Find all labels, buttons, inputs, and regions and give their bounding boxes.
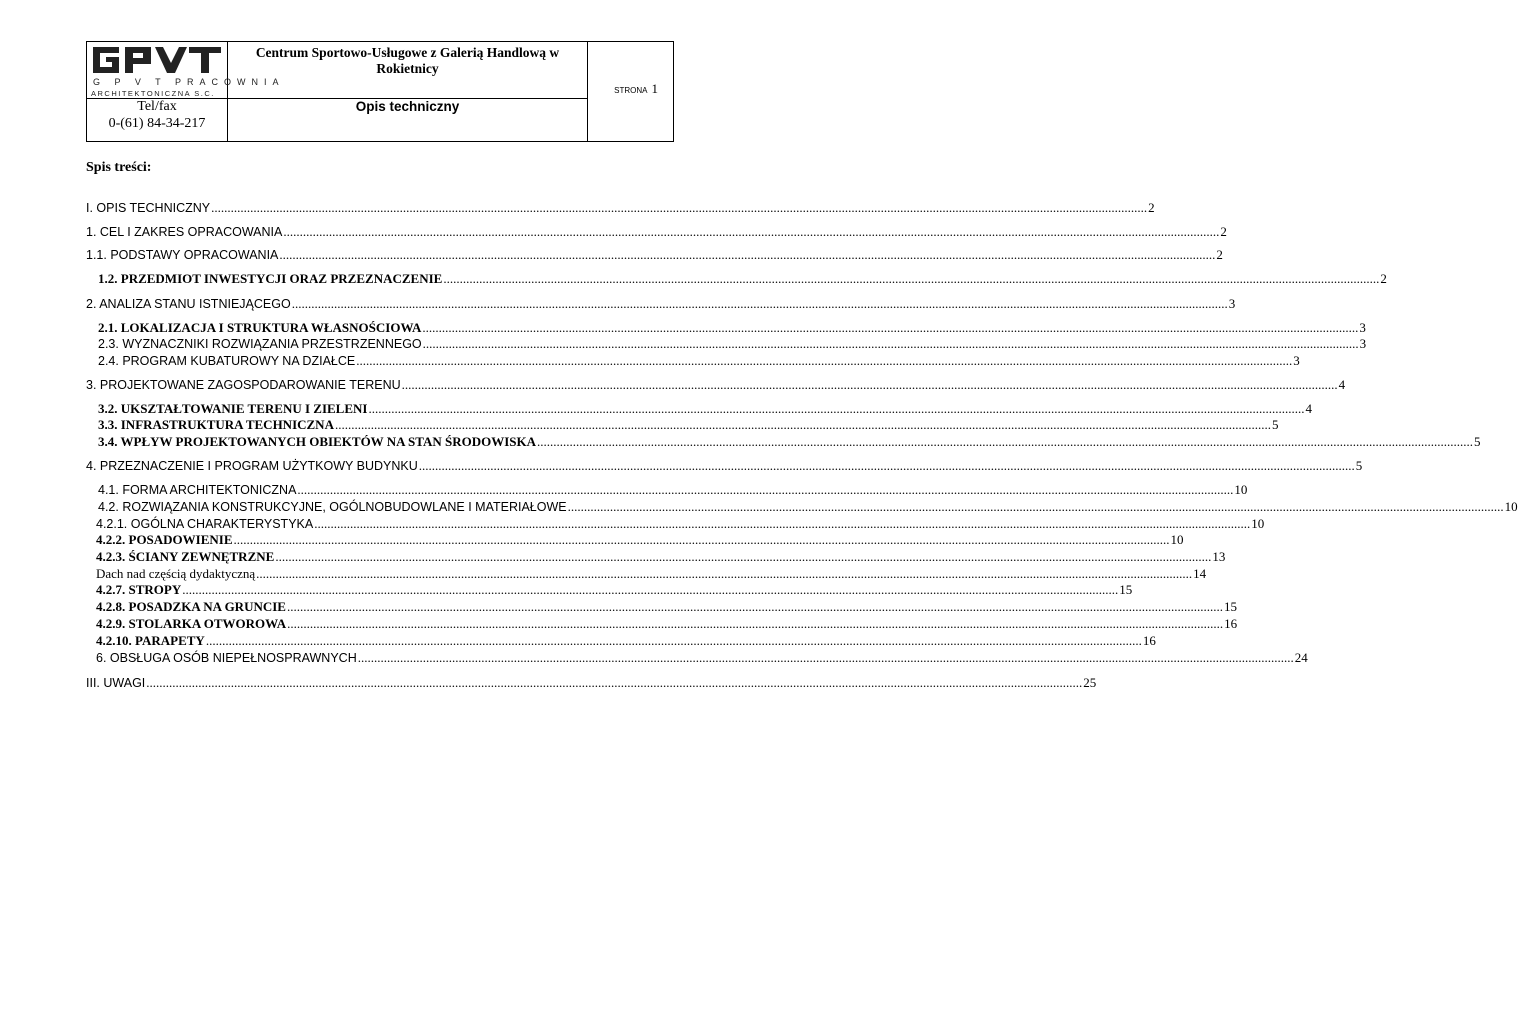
- toc-entry[interactable]: [96, 532, 1184, 548]
- logo-text-line1: G P V T PRACOWNIA: [93, 77, 285, 87]
- page-label: STRONA: [614, 86, 648, 95]
- toc-entry-title: Dach nad częścią dydaktyczną: [96, 566, 256, 581]
- toc-dot-leader: [206, 633, 1142, 649]
- toc-entry[interactable]: [96, 582, 1133, 598]
- company-logo: [87, 42, 285, 98]
- toc-dot-leader: [234, 532, 1170, 548]
- toc-dot-leader: [368, 401, 1304, 417]
- toc-entry-page: 3: [1293, 353, 1300, 368]
- toc-entry[interactable]: [86, 377, 1346, 393]
- toc-dot-leader: [314, 516, 1250, 532]
- toc-entry-page: 3: [1359, 320, 1366, 335]
- toc-entry-title: III. UWAGI: [86, 676, 146, 690]
- toc-entry[interactable]: [86, 458, 1363, 474]
- toc-entry-title: 4.2.9. STOLARKA OTWOROWA: [96, 616, 287, 631]
- toc-entry-page: 13: [1212, 549, 1226, 564]
- toc-entry[interactable]: [86, 247, 1223, 263]
- toc-entry-page: 3: [1359, 336, 1367, 351]
- document-title: Centrum Sportowo-Usługowe z Galerią Handlową w Rokietnicy: [255, 45, 560, 76]
- toc-entry-title: 3.3. INFRASTRUKTURA TECHNICZNA: [98, 417, 334, 432]
- toc-entry[interactable]: [98, 482, 1248, 498]
- toc-dot-leader: [568, 499, 1504, 515]
- toc-entry[interactable]: [96, 566, 1207, 582]
- toc-entry-page: 15: [1119, 582, 1133, 597]
- toc-dot-leader: [537, 434, 1473, 450]
- toc-entry-page: 15: [1223, 599, 1237, 614]
- toc-entry-page: 10: [1170, 532, 1184, 547]
- toc-entry-page: 3: [1228, 296, 1236, 311]
- document-subtitle: Opis techniczny: [355, 99, 460, 114]
- toc-dot-leader: [256, 566, 1192, 582]
- toc-entry-page: 16: [1142, 633, 1156, 648]
- toc-entry-page: 14: [1193, 566, 1207, 581]
- toc-dot-leader: [275, 549, 1211, 565]
- toc-dot-leader: [297, 482, 1233, 498]
- toc-entry-page: 10: [1234, 482, 1248, 497]
- toc-entry[interactable]: [96, 599, 1237, 615]
- toc-entry-page: 10: [1504, 499, 1518, 514]
- toc-entry[interactable]: [86, 200, 1155, 216]
- toc-entry-page: 2: [1220, 224, 1227, 239]
- toc-entry-title: 2. ANALIZA STANU ISTNIEJĄCEGO: [86, 297, 291, 311]
- toc-entry[interactable]: [98, 271, 1387, 287]
- toc-entry[interactable]: [98, 353, 1300, 369]
- contact-info: [87, 98, 227, 142]
- toc-entry[interactable]: [86, 296, 1236, 312]
- tel-label: Tel/fax: [137, 99, 177, 114]
- toc-entry-title: 4.2.10. PARAPETY: [96, 633, 205, 648]
- toc-entry[interactable]: [98, 320, 1366, 336]
- toc-dot-leader: [358, 650, 1294, 666]
- toc-entry-title: 2.3. WYZNACZNIKI ROZWIĄZANIA PRZESTRZENNEGO: [98, 337, 422, 351]
- toc-entry-title: I. OPIS TECHNICZNY: [86, 201, 211, 215]
- toc-entry-page: 4: [1338, 377, 1346, 392]
- toc-dot-leader: [146, 675, 1082, 691]
- toc-entry-title: 6. OBSŁUGA OSÓB NIEPEŁNOSPRAWNYCH: [96, 651, 357, 665]
- toc-entry-title: 4.2.2. POSADOWIENIE: [96, 532, 233, 547]
- toc-entry-title: 4.2.1. OGÓLNA CHARAKTERYSTYKA: [96, 517, 314, 531]
- toc-dot-leader: [287, 599, 1223, 615]
- logo-text-line2: ARCHITEKTONICZNA S.C.: [91, 89, 215, 98]
- toc-entry[interactable]: [86, 675, 1097, 691]
- toc-dot-leader: [279, 247, 1215, 263]
- toc-entry-page: 25: [1083, 675, 1097, 690]
- toc-entry-title: 3.2. UKSZTAŁTOWANIE TERENU I ZIELENI: [98, 401, 368, 416]
- toc-entry-title: 3.4. WPŁYW PROJEKTOWANYCH OBIEKTÓW NA STAN ŚRODOWISKA: [98, 434, 536, 449]
- toc-entry-page: 16: [1224, 616, 1238, 631]
- page-indicator: [588, 80, 674, 96]
- toc-entry[interactable]: [96, 650, 1308, 666]
- toc-entry-page: 2: [1380, 271, 1387, 286]
- toc-entry[interactable]: [98, 336, 1367, 352]
- toc-entry[interactable]: [98, 434, 1481, 450]
- toc-entry[interactable]: [98, 499, 1518, 515]
- toc-dot-leader: [211, 200, 1147, 216]
- toc-dot-leader: [182, 582, 1118, 598]
- toc-dot-leader: [419, 458, 1355, 474]
- toc-entry-title: 3. PROJEKTOWANE ZAGOSPODAROWANIE TERENU: [86, 378, 401, 392]
- toc-entry[interactable]: [96, 633, 1156, 649]
- toc-dot-leader: [422, 320, 1358, 336]
- toc-dot-leader: [356, 353, 1292, 369]
- toc-entry-title: 4. PRZEZNACZENIE I PROGRAM UŻYTKOWY BUDYNKU: [86, 459, 418, 473]
- toc-entry-page: 5: [1271, 417, 1279, 432]
- toc-dot-leader: [335, 417, 1271, 433]
- toc-entry-page: 2: [1216, 247, 1223, 262]
- toc-entry-title: 1. CEL I ZAKRES OPRACOWANIA: [86, 225, 283, 239]
- toc-entry-title: 2.1. LOKALIZACJA I STRUKTURA WŁASNOŚCIOWA: [98, 320, 422, 335]
- toc-entry[interactable]: [86, 224, 1227, 240]
- toc-entry-page: 10: [1251, 516, 1265, 531]
- toc-entry[interactable]: [96, 549, 1226, 565]
- toc-entry[interactable]: [98, 417, 1279, 433]
- toc-dot-leader: [443, 271, 1379, 287]
- toc-entry-page: 24: [1294, 650, 1308, 665]
- toc-dot-leader: [287, 616, 1223, 632]
- toc-dot-leader: [402, 377, 1338, 393]
- tel-number: 0-(61) 84-34-217: [108, 116, 206, 131]
- toc-entry-page: 2: [1148, 200, 1155, 215]
- toc-dot-leader: [423, 336, 1359, 352]
- toc-entry-page: 5: [1355, 458, 1363, 473]
- toc-entry-title: 1.2. PRZEDMIOT INWESTYCJI ORAZ PRZEZNACZENIE: [98, 271, 443, 286]
- toc-entry[interactable]: [96, 516, 1265, 532]
- toc-entry-page: 4: [1305, 401, 1312, 416]
- toc-dot-leader: [283, 224, 1219, 240]
- toc-entry-title: 1.1. PODSTAWY OPRACOWANIA: [86, 248, 279, 262]
- toc-entry-title: 4.2.8. POSADZKA NA GRUNCIE: [96, 599, 286, 614]
- page-number: 1: [651, 81, 658, 96]
- toc-dot-leader: [292, 296, 1228, 312]
- toc-entry[interactable]: [96, 616, 1238, 632]
- toc-entry[interactable]: [98, 401, 1312, 417]
- toc-entry-title: 2.4. PROGRAM KUBATUROWY NA DZIAŁCE: [98, 354, 356, 368]
- toc-entry-title: 4.2. ROZWIĄZANIA KONSTRUKCYJNE, OGÓLNOBUDOWLANE I MATERIAŁOWE: [98, 500, 567, 514]
- toc-entry-title: 4.2.7. STROPY: [96, 582, 182, 597]
- toc-entry-page: 5: [1474, 434, 1481, 449]
- toc-heading: Spis treści:: [86, 160, 152, 175]
- toc-entry-title: 4.1. FORMA ARCHITEKTONICZNA: [98, 483, 297, 497]
- document-header: [86, 41, 674, 142]
- toc-entry-title: 4.2.3. ŚCIANY ZEWNĘTRZNE: [96, 549, 275, 564]
